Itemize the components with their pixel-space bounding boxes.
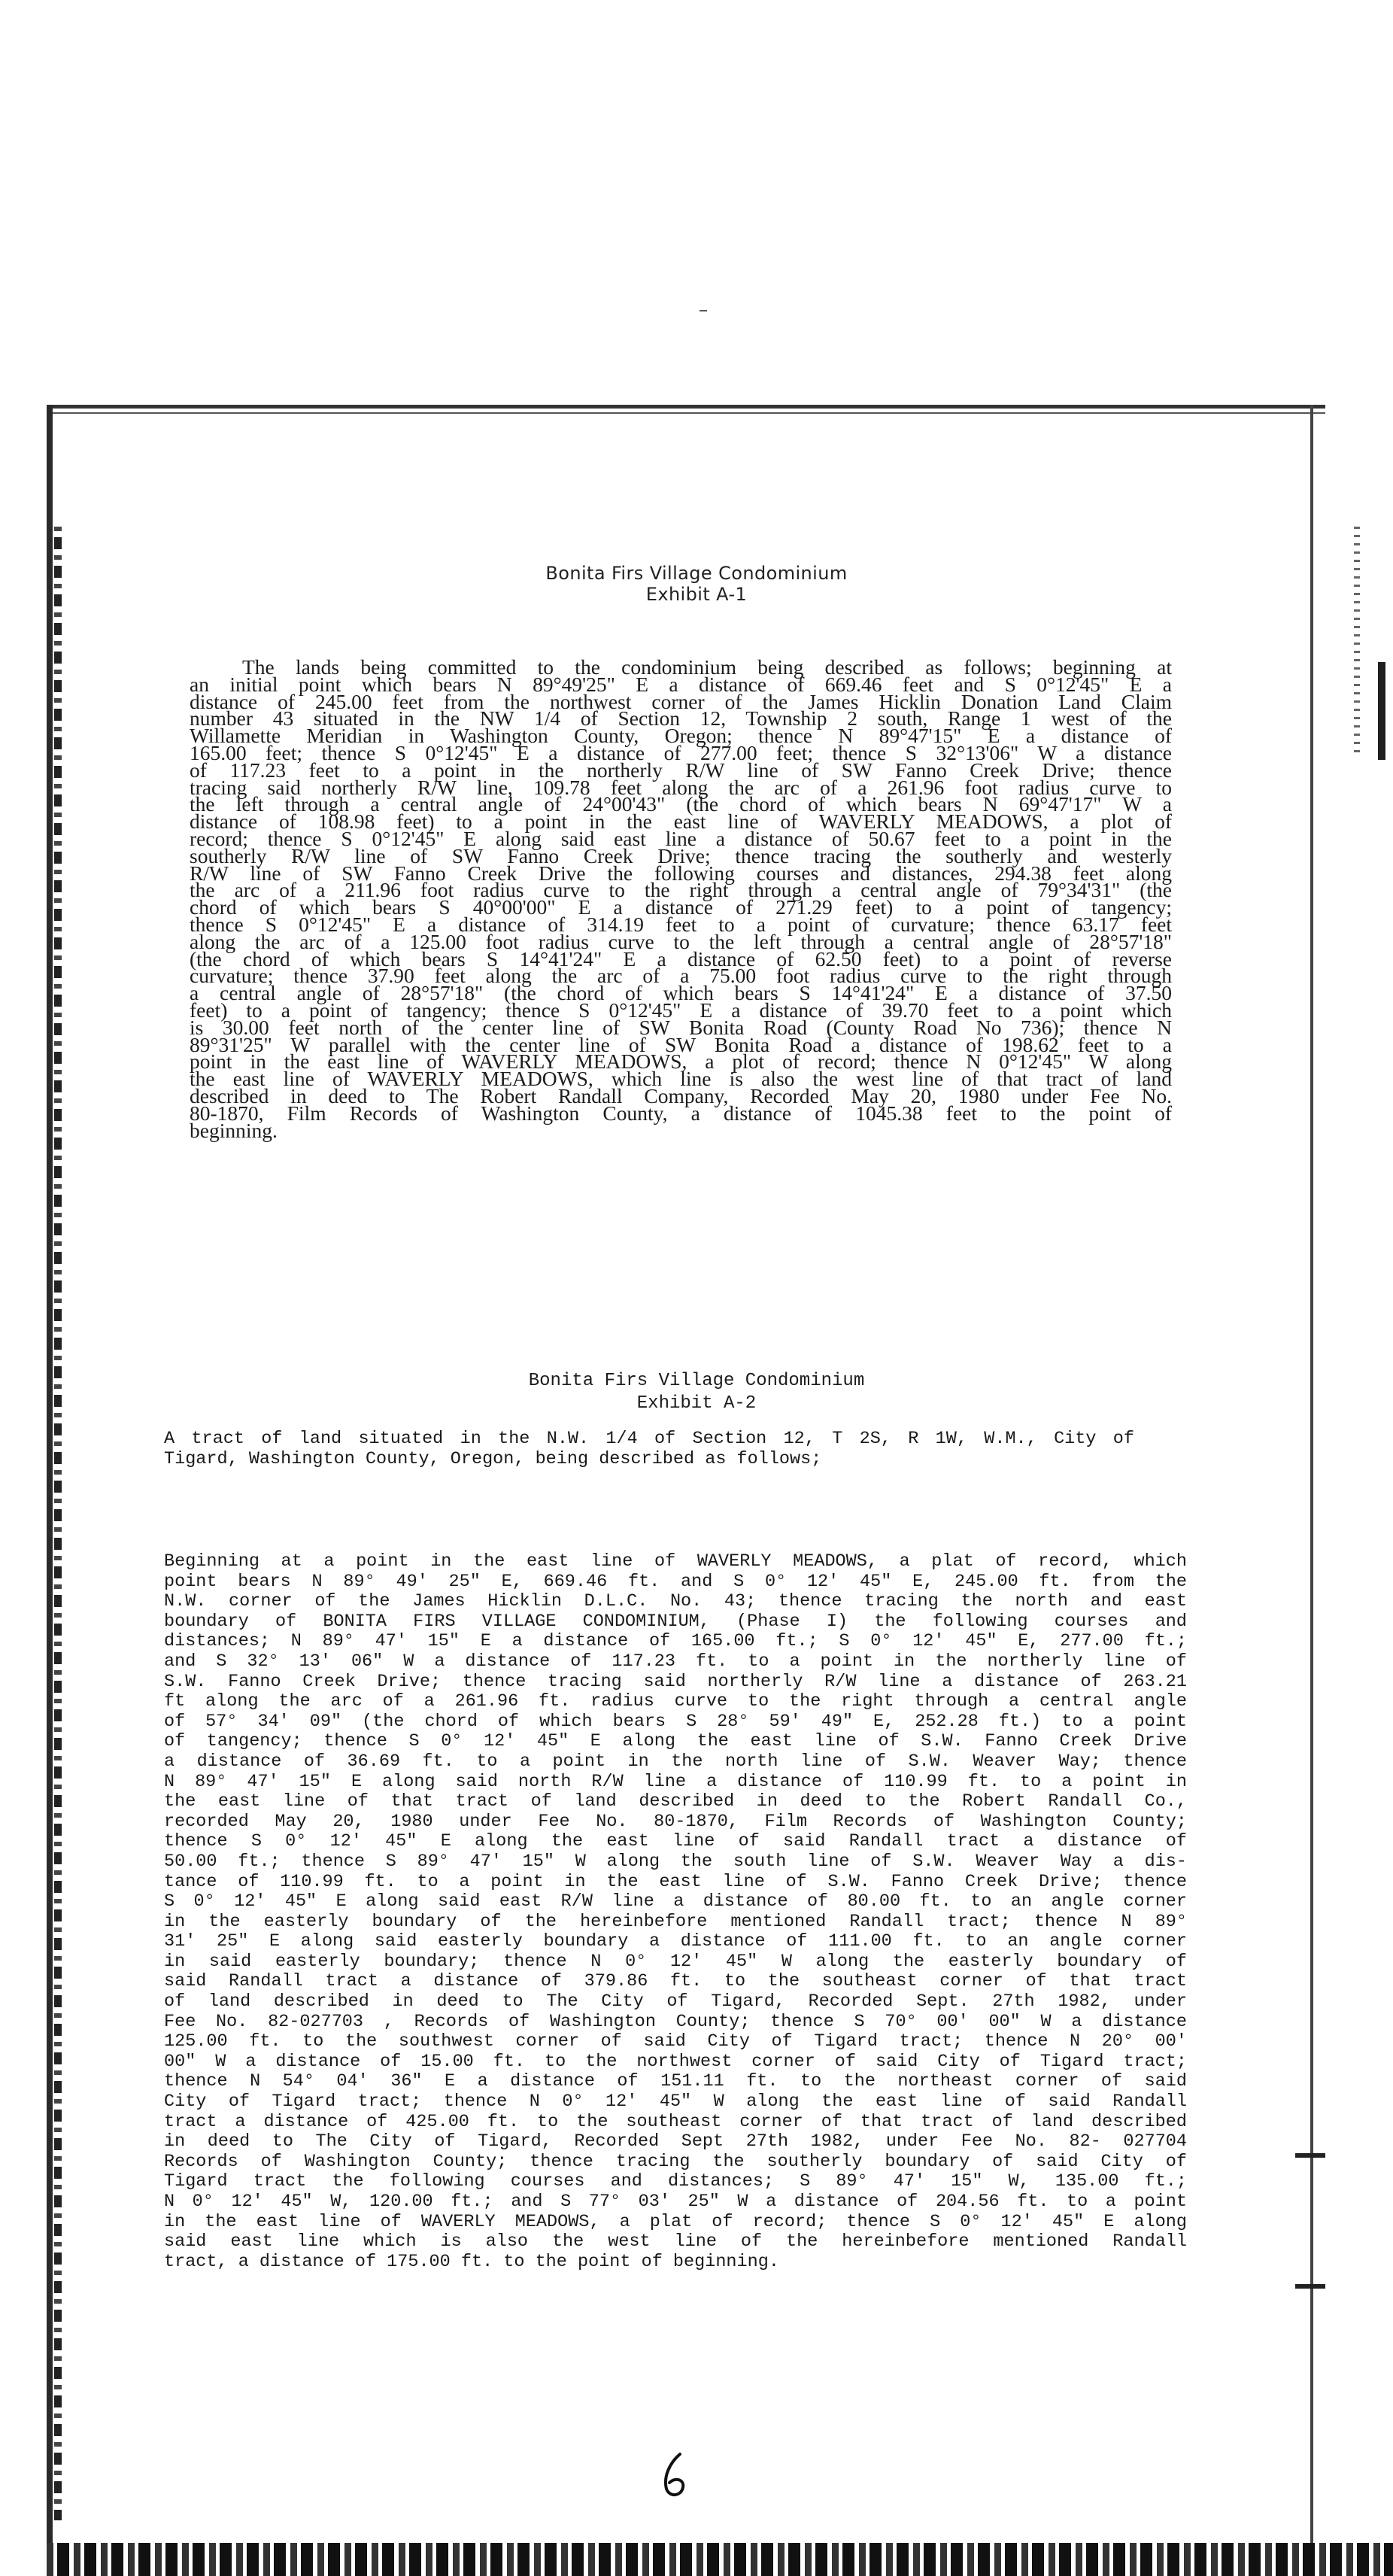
exhibit-a1-line: point in the east line of WAVERLY MEADOWS, a plot of record; thence N 0°12'45" W along: [190, 1050, 1172, 1074]
exhibit-a1-line: 80-1870, Film Records of Washington County, a distance of 1045.38 feet to the point of: [190, 1101, 1172, 1125]
scan-mark: [700, 310, 707, 311]
page-border-top-inner: [47, 412, 1325, 414]
exhibit-a2-line: 50.00 ft.; thence S 89° 47' 15" W along the south line of S.W. Weaver Way a dis-: [164, 1851, 1187, 1872]
exhibit-a2-line: distances; N 89° 47' 15" E a distance of 165.00 ft.; S 0° 12' 45" E, 277.00 ft.;: [164, 1631, 1187, 1652]
exhibit-a1-line: curvature; thence 37.90 feet along the arc of a 75.00 foot radius curve to the right through: [190, 964, 1172, 988]
scan-mark-right: [1295, 2153, 1325, 2158]
exhibit-a2-line: in the east line of WAVERLY MEADOWS, a plat of record; thence S 0° 12' 45" E along: [164, 2211, 1187, 2232]
exhibit-a1-line: the left through a central angle of 24°00'43" (the chord of which bears N 69°47'17" W a: [190, 792, 1172, 816]
exhibit-a1-line: distance of 108.98 feet) to a point in the east line of WAVERLY MEADOWS, a plot of: [190, 810, 1172, 834]
exhibit-a2-line: N 0° 12' 45" W, 120.00 ft.; and S 77° 03' 25" W a distance of 204.56 ft. to a point: [164, 2192, 1187, 2212]
exhibit-a2-line: of 57° 34' 09" (the chord of which bears S 28° 59' 49" E, 252.28 ft.) to a point: [164, 1711, 1187, 1732]
exhibit-a1-line: chord of which bears S 40°00'00" E a distance of 271.29 feet) to a point of tangency;: [190, 895, 1172, 919]
exhibit-a1-line: 165.00 feet; thence S 0°12'45" E a distance of 277.00 feet; thence S 32°13'06" W a distance: [190, 740, 1172, 764]
exhibit-a2-line: 00" W a distance of 15.00 ft. to the northwest corner of said City of Tigard tract;: [164, 2051, 1187, 2072]
exhibit-a1-line: tracing said northerly R/W line, 109.78 feet along the arc of a 261.96 foot radius curve to: [190, 775, 1172, 799]
exhibit-a2-line: recorded May 20, 1980 under Fee No. 80-1870, Film Records of Washington County;: [164, 1811, 1187, 1832]
exhibit-a2-line: of land described in deed to The City of Tigard, Recorded Sept. 27th 1982, under: [164, 1991, 1187, 2012]
exhibit-a2-line: 125.00 ft. to the southwest corner of said City of Tigard tract; thence N 20° 00': [164, 2031, 1187, 2052]
exhibit-a2-line: the east line of that tract of land described in deed to the Robert Randall Co.,: [164, 1791, 1187, 1812]
exhibit-a1-line: southerly R/W line of SW Fanno Creek Drive; thence tracing the southerly and westerly: [190, 843, 1172, 867]
exhibit-a2-line: thence N 54° 04' 36" E a distance of 151.11 ft. to the northeast corner of said: [164, 2071, 1187, 2092]
exhibit-a2-line: S.W. Fanno Creek Drive; thence tracing said northerly R/W line a distance of 263.21: [164, 1671, 1187, 1692]
exhibit-a2-line: Beginning at a point in the east line of WAVERLY MEADOWS, a plat of record, which: [164, 1551, 1187, 1572]
exhibit-a1-line: R/W line of SW Fanno Creek Drive the following courses and distances, 294.38 feet along: [190, 861, 1172, 885]
exhibit-a1-title: Bonita Firs Village Condominium: [545, 563, 848, 584]
exhibit-a2-intro-line: Tigard, Washington County, Oregon, being described as follows;: [164, 1448, 822, 1469]
page-border-bottom: [47, 2543, 1393, 2576]
exhibit-a1-line: (the chord of which bears S 14°41'24" E a distance of 62.50 feet) to a point of reverse: [190, 946, 1172, 971]
exhibit-a2-line: Tigard tract the following courses and distances; S 89° 47' 15" W, 135.00 ft.;: [164, 2171, 1187, 2192]
exhibit-a2-line: in the easterly boundary of the hereinbefore mentioned Randall tract; thence N 89°: [164, 1911, 1187, 1932]
exhibit-a2-intro-line: A tract of land situated in the N.W. 1/4 of Section 12, T 2S, R 1W, W.M., City of: [164, 1429, 1134, 1449]
exhibit-a2-line: said Randall tract a distance of 379.86 ft. to the southeast corner of that tract: [164, 1971, 1187, 1992]
exhibit-a1-line: distance of 245.00 feet from the northwest corner of the James Hicklin Donation Land Claim: [190, 689, 1172, 713]
scan-noise-right: [1354, 527, 1360, 752]
exhibit-a1-subtitle: Exhibit A-1: [645, 584, 748, 605]
scan-mark-right: [1295, 2284, 1325, 2289]
exhibit-a2-description: [164, 1552, 1187, 2272]
page-border-top: [47, 405, 1325, 409]
exhibit-a2-line: Records of Washington County; thence tracing the southerly boundary of said City of: [164, 2151, 1187, 2172]
exhibit-a1-line: of 117.23 feet to a point in the northerly R/W line of SW Fanno Creek Drive; thence: [190, 758, 1172, 782]
scan-noise-right-dark: [1378, 662, 1385, 760]
exhibit-a2-intro: [164, 1429, 1134, 1469]
exhibit-a1-line: a central angle of 28°57'18" (the chord of which bears S 14°41'24" E a distance of 37.50: [190, 981, 1172, 1005]
exhibit-a1-line: described in deed to The Robert Randall Company, Recorded May 20, 1980 under Fee No.: [190, 1083, 1172, 1107]
exhibit-a2-line: tance of 110.99 ft. to a point in the east line of S.W. Fanno Creek Drive; thence: [164, 1871, 1187, 1892]
exhibit-a1-line: Willamette Meridian in Washington County, Oregon; thence N 89°47'15" E a distance of: [190, 724, 1172, 748]
exhibit-a1-line: thence S 0°12'45" E a distance of 314.19 feet to a point of curvature; thence 63.17 feet: [190, 912, 1172, 936]
exhibit-a1-line: the east line of WAVERLY MEADOWS, which line is also the west line of that tract of land: [190, 1067, 1172, 1091]
exhibit-a2-title: Bonita Firs Village Condominium: [528, 1371, 865, 1391]
exhibit-a1-line: beginning.: [190, 1118, 278, 1142]
exhibit-a2-line: in said easterly boundary; thence N 0° 12' 45" W along the easterly boundary of: [164, 1951, 1187, 1972]
exhibit-a2-line: N.W. corner of the James Hicklin D.L.C. No. 43; thence tracing the north and east: [164, 1591, 1187, 1612]
scan-noise-left: [54, 527, 62, 2520]
exhibit-a2-line: 31' 25" E along said easterly boundary a distance of 111.00 ft. to an angle corner: [164, 1931, 1187, 1952]
exhibit-a2-line: and S 32° 13' 06" W a distance of 117.23 ft. to a point in the northerly line of: [164, 1651, 1187, 1672]
exhibit-a1-line: record; thence S 0°12'45" E along said east line a distance of 50.67 feet to a point in the: [190, 826, 1172, 850]
exhibit-a1-line: is 30.00 feet north of the center line of SW Bonita Road (County Road No 736); thence N: [190, 1015, 1172, 1039]
exhibit-a2-line: ft along the arc of a 261.96 ft. radius curve to the right through a central angle: [164, 1691, 1187, 1712]
exhibit-a1-line: the arc of a 211.96 foot radius curve to the right through a central angle of 79°34'31" (the: [190, 878, 1172, 902]
exhibit-a2-line: Fee No. 82-027703 , Records of Washington County; thence S 70° 00' 00" W a distance: [164, 2011, 1187, 2032]
exhibit-a2-line: thence S 0° 12' 45" E along the east line of said Randall tract a distance of: [164, 1831, 1187, 1852]
exhibit-a1-line: The lands being committed to the condominium being described as follows; beginning at: [242, 655, 1172, 679]
exhibit-a1-line: feet) to a point of tangency; thence S 0°12'45" E a distance of 39.70 feet to a point which: [190, 998, 1172, 1022]
exhibit-a1-line: an initial point which bears N 89°49'25" E a distance of 669.46 feet and S 0°12'45" E a: [190, 672, 1172, 696]
exhibit-a2-line: tract, a distance of 175.00 ft. to the point of beginning.: [164, 2251, 779, 2272]
exhibit-a2-line: N 89° 47' 15" E along said north R/W line a distance of 110.99 ft. to a point in: [164, 1771, 1187, 1792]
exhibit-a1-description: [190, 655, 1172, 1142]
page-border-left: [47, 405, 53, 2576]
exhibit-a2-line: of tangency; thence S 0° 12' 45" E along the east line of S.W. Fanno Creek Drive: [164, 1731, 1187, 1752]
page-number-handwritten: [647, 2450, 707, 2502]
exhibit-a1-line: number 43 situated in the NW 1/4 of Section 12, Township 2 south, Range 1 west of the: [190, 706, 1172, 731]
exhibit-a1-line: 89°31'25" W parallel with the center line of SW Bonita Road a distance of 198.62 feet to a: [190, 1032, 1172, 1056]
exhibit-a2-line: a distance of 36.69 ft. to a point in the north line of S.W. Weaver Way; thence: [164, 1751, 1187, 1772]
page-border-right: [1310, 405, 1313, 2576]
exhibit-a2-line: boundary of BONITA FIRS VILLAGE CONDOMINIUM, (Phase I) the following courses and: [164, 1611, 1187, 1632]
exhibit-a2-subtitle: Exhibit A-2: [636, 1393, 757, 1414]
exhibit-a1-line: along the arc of a 125.00 foot radius curve to the left through a central angle of 28°57'18": [190, 929, 1172, 953]
exhibit-a2-line: point bears N 89° 49' 25" E, 669.46 ft. and S 0° 12' 45" E, 245.00 ft. from the: [164, 1571, 1187, 1592]
exhibit-a2-line: said east line which is also the west line of the hereinbefore mentioned Randall: [164, 2231, 1187, 2252]
exhibit-a2-line: in deed to The City of Tigard, Recorded Sept 27th 1982, under Fee No. 82- 027704: [164, 2131, 1187, 2152]
exhibit-a2-line: tract a distance of 425.00 ft. to the southeast corner of that tract of land described: [164, 2111, 1187, 2132]
exhibit-a2-line: City of Tigard tract; thence N 0° 12' 45" W along the east line of said Randall: [164, 2091, 1187, 2113]
exhibit-a2-line: S 0° 12' 45" E along said east R/W line a distance of 80.00 ft. to an angle corner: [164, 1891, 1187, 1912]
